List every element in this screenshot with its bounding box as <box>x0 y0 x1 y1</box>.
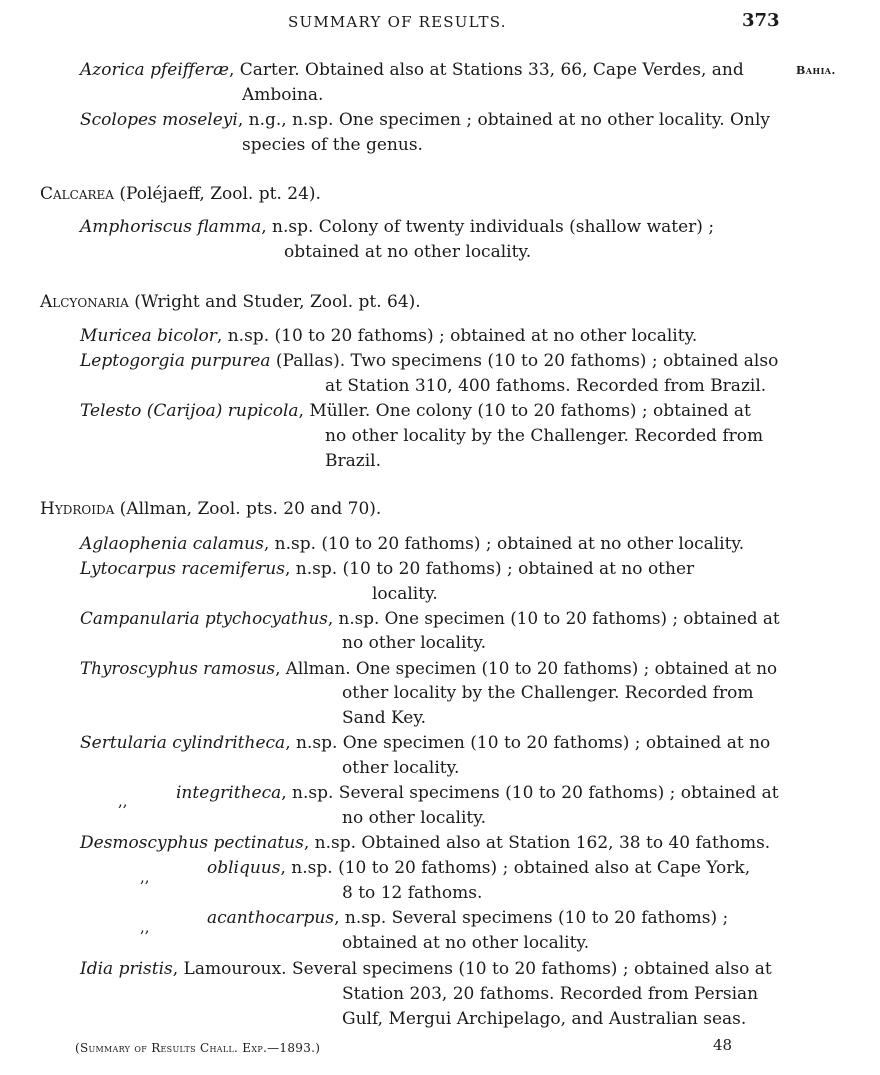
entry-desmoscyphus-pectinatus <box>80 831 770 856</box>
species-name: Muricea bicolor <box>80 326 217 346</box>
footer-signature: (Summary of Results Chall. Exp.—1893.) <box>75 1041 321 1055</box>
entry-text: , n.sp. (10 to 20 fathoms) ; obtained also at Cape York, <box>280 858 751 878</box>
entry-continuation: Sand Key. <box>342 708 427 728</box>
entry-sertularia-cylindritheca <box>80 731 770 756</box>
entry-text: , n.sp. Several specimens (10 to 20 fathoms) ; obtained at <box>281 783 779 803</box>
entry-amphoriscus <box>80 215 714 240</box>
entry-text: , n.g., n.sp. One specimen ; obtained at no other locality. Only <box>237 110 770 130</box>
species-name: obliquus <box>207 858 281 878</box>
section-heading-alcyonaria <box>40 290 421 315</box>
ditto-mark: ,, <box>140 918 150 936</box>
entry-text: , n.sp. Several specimens (10 to 20 fathoms) ; <box>334 908 729 928</box>
entry-continuation: species of the genus. <box>242 135 423 155</box>
species-name: acanthocarpus <box>207 908 335 928</box>
species-name: Scolopes moseleyi <box>80 110 238 130</box>
entry-text: , n.sp. One specimen (10 to 20 fathoms) ; obtained at <box>327 608 780 628</box>
entry-text: , n.sp. (10 to 20 fathoms) ; obtained at no other locality. <box>216 326 698 346</box>
margin-note: Bahia. <box>796 64 836 77</box>
entry-continuation: no other locality by the Challenger. Recorded from <box>325 426 764 446</box>
entry-continuation: Amboina. <box>242 85 324 105</box>
entry-sertularia-integritheca <box>176 781 779 806</box>
species-name: Amphoriscus flamma <box>80 217 262 237</box>
entry-thyroscyphus <box>80 656 777 681</box>
entry-continuation: locality. <box>372 584 438 604</box>
section-heading-hydroida <box>40 497 381 522</box>
section-heading-label: Calcarea <box>40 184 114 204</box>
entry-text: (Pallas). Two specimens (10 to 20 fathoms) ; obtained also <box>270 351 779 371</box>
entry-continuation: no other locality. <box>342 633 486 653</box>
entry-continuation: other locality. <box>342 758 460 778</box>
species-name: Idia pristis <box>80 959 173 979</box>
entry-continuation: Station 203, 20 fathoms. Recorded from Persian <box>342 984 759 1004</box>
running-header: SUMMARY OF RESULTS. <box>288 13 507 31</box>
entry-scolopes <box>80 108 770 133</box>
species-name: Thyroscyphus ramosus <box>80 658 276 678</box>
section-heading-label: Hydroida <box>40 499 115 519</box>
entry-muricea <box>80 324 697 349</box>
entry-text: , n.sp. (10 to 20 fathoms) ; obtained at no other <box>284 559 695 579</box>
entry-telesto <box>80 399 751 424</box>
entry-continuation: no other locality. <box>342 808 486 828</box>
ditto-mark: ,, <box>118 792 128 810</box>
entry-azorica <box>80 58 776 83</box>
species-name: Sertularia cylindritheca <box>80 733 286 753</box>
entry-continuation: at Station 310, 400 fathoms. Recorded from Brazil. <box>325 376 767 396</box>
species-name: Aglaophenia calamus <box>80 534 264 554</box>
entry-text: , n.sp. One specimen (10 to 20 fathoms) ; obtained at no <box>285 733 771 753</box>
entry-text: , n.sp. Obtained also at Station 162, 38 to 40 fathoms. <box>303 833 771 853</box>
entry-continuation: other locality by the Challenger. Recorded from <box>342 683 754 703</box>
ditto-mark: ,, <box>140 868 150 886</box>
page-number: 373 <box>742 10 780 31</box>
species-name: Campanularia ptychocyathus <box>80 608 328 628</box>
entry-continuation: obtained at no other locality. <box>342 933 590 953</box>
section-heading-calcarea <box>40 182 321 207</box>
entry-continuation: Brazil. <box>325 451 381 471</box>
entry-lytocarpus <box>80 557 694 582</box>
entry-text: , Allman. One specimen (10 to 20 fathoms) ; obtained at no <box>275 658 778 678</box>
entry-text: , Müller. One colony (10 to 20 fathoms) ; obtained at <box>298 401 751 421</box>
section-heading-ref: (Allman, Zool. pts. 20 and 70). <box>114 499 382 519</box>
section-heading-ref: (Poléjaeff, Zool. pt. 24). <box>113 184 321 204</box>
section-heading-label: Alcyonaria <box>40 292 129 312</box>
footer-signature-number: 48 <box>713 1036 733 1054</box>
entry-idia <box>80 957 772 982</box>
species-name: Desmoscyphus pectinatus <box>80 833 304 853</box>
species-name: integritheca <box>176 783 282 803</box>
entry-continuation: obtained at no other locality. <box>284 242 532 262</box>
species-name: Lytocarpus racemiferus <box>80 559 285 579</box>
species-name: Leptogorgia purpurea <box>80 351 271 371</box>
entry-leptogorgia <box>80 349 778 374</box>
entry-text: , n.sp. (10 to 20 fathoms) ; obtained at no other locality. <box>263 534 745 554</box>
entry-campanularia <box>80 606 780 631</box>
entry-desmoscyphus-obliquus <box>207 856 750 881</box>
species-name: Azorica pfeifferæ <box>80 60 229 80</box>
entry-text: , Lamouroux. Several specimens (10 to 20 fathoms) ; obtained also at <box>172 959 772 979</box>
entry-aglaophenia <box>80 532 744 557</box>
species-name: Telesto (Carijoa) rupicola <box>80 401 299 421</box>
entry-text: , n.sp. Colony of twenty individuals (shallow water) ; <box>261 217 715 237</box>
entry-continuation: 8 to 12 fathoms. <box>342 883 483 903</box>
entry-continuation: Gulf, Mergui Archipelago, and Australian seas. <box>342 1009 747 1029</box>
entry-text: , Carter. Obtained also at Stations 33, 66, Cape Verdes, and <box>228 60 744 80</box>
section-heading-ref: (Wright and Studer, Zool. pt. 64). <box>128 292 421 312</box>
entry-desmoscyphus-acanthocarpus <box>207 906 728 931</box>
